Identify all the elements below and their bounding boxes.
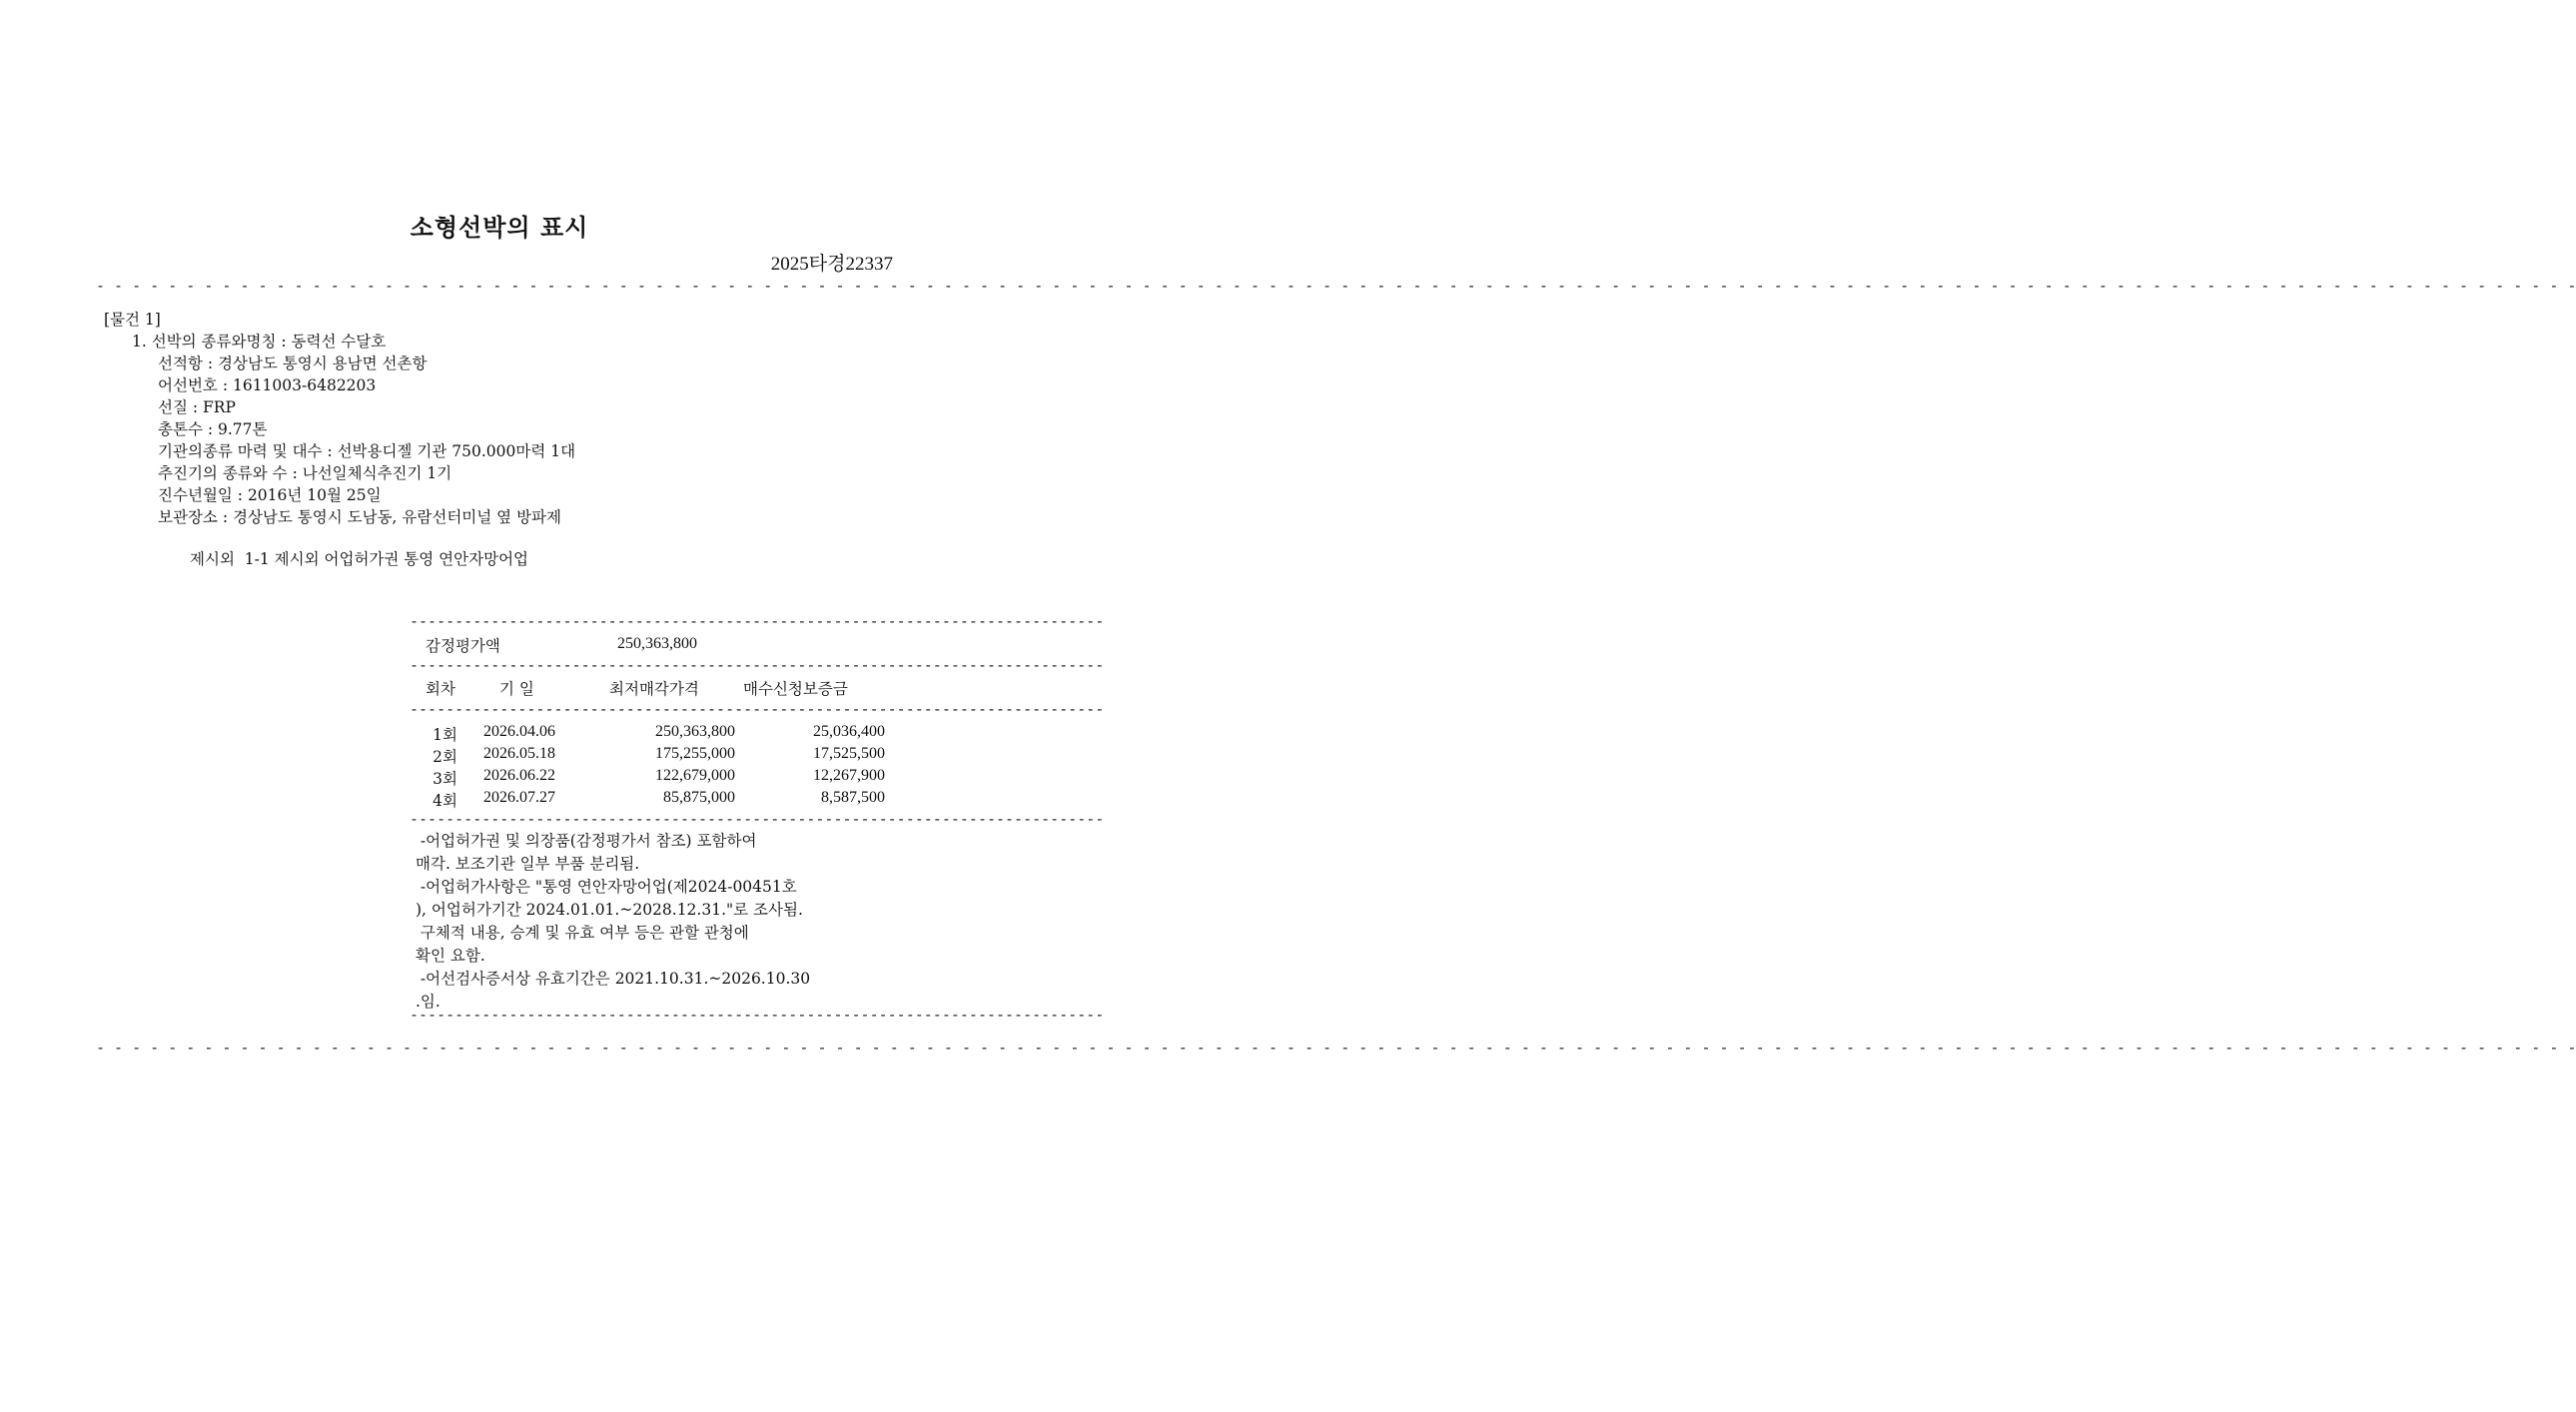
vessel-number: 어선번호 : 1611003-6482203 xyxy=(158,376,377,394)
box-divider-4: ----------------------------------------------------------------------------- xyxy=(410,810,1105,828)
table-row xyxy=(410,789,885,811)
box-divider-1: ----------------------------------------------------------------------------- xyxy=(410,612,1105,630)
note-line: 구체적 내용, 승계 및 유효 여부 등은 관할 관청에 xyxy=(416,924,749,942)
date-cell: 2026.05.18 xyxy=(483,745,555,762)
table-row xyxy=(410,723,885,745)
case-number: 2025타경22337 xyxy=(770,254,893,275)
deposit-cell: 25,036,400 xyxy=(813,723,885,740)
appraisal-label: 감정평가액 xyxy=(426,637,500,655)
box-divider-2: ----------------------------------------------------------------------------- xyxy=(410,656,1105,674)
round-cell: 3회 xyxy=(432,770,457,788)
port-of-registry: 선적항 : 경상남도 통영시 용남면 선촌항 xyxy=(158,354,428,372)
header-round: 회차 xyxy=(426,680,455,698)
propeller-info: 추진기의 종류와 수 : 나선일체식추진기 1기 xyxy=(158,464,452,482)
header-deposit: 매수신청보증금 xyxy=(743,680,848,698)
box-divider-3: ----------------------------------------------------------------------------- xyxy=(410,700,1105,718)
hull-material: 선질 : FRP xyxy=(158,398,236,416)
appraisal-value: 250,363,800 xyxy=(617,635,697,652)
header-min-price: 최저매각가격 xyxy=(609,680,699,698)
round-cell: 1회 xyxy=(432,726,457,744)
gross-tonnage: 총톤수 : 9.77톤 xyxy=(158,420,268,438)
note-line: -어업허가사항은 "통영 연안자망어업(제2024-00451호 xyxy=(416,878,797,896)
item-label: [물건 1] xyxy=(104,311,161,329)
date-cell: 2026.04.06 xyxy=(483,723,555,740)
launch-date: 진수년월일 : 2016년 10월 25일 xyxy=(158,486,382,504)
note-line: 매각. 보조기관 일부 부품 분리됨. xyxy=(416,855,640,873)
note-line: .임. xyxy=(416,993,440,1011)
divider-top: - - - - - - - - - - - - - - - - - - - - - - - - - - - - - - - - - - - - - - - - - - - - - - - - - - - - - - - - - - - - - - - - - - - - - - - - - - - - - - - - - - - - - - - - - - - - - - - - - - - - - - - - - - - - - - - - - - - - - - - - - - - - - - - - - - - - - - - - - - xyxy=(96,277,2576,295)
deposit-cell: 8,587,500 xyxy=(821,789,885,806)
table-row xyxy=(410,745,885,767)
engine-info: 기관의종류 마력 및 대수 : 선박용디젤 기관 750.000마력 1대 xyxy=(158,442,576,460)
vessel-type-name: 1. 선박의 종류와명칭 : 동력선 수달호 xyxy=(132,333,387,351)
storage-location: 보관장소 : 경상남도 통영시 도남동, 유람선터미널 옆 방파제 xyxy=(158,508,561,526)
divider-bottom: - - - - - - - - - - - - - - - - - - - - - - - - - - - - - - - - - - - - - - - - - - - - - - - - - - - - - - - - - - - - - - - - - - - - - - - - - - - - - - - - - - - - - - - - - - - - - - - - - - - - - - - - - - - - - - - - - - - - - - - - - - - - - - - - - - - - - - - - - - xyxy=(96,1039,2576,1057)
date-cell: 2026.06.22 xyxy=(483,767,555,784)
round-cell: 2회 xyxy=(432,748,457,766)
exclusion-item: 제시외 1-1 제시외 어업허가권 통영 연안자망어업 xyxy=(190,550,529,568)
deposit-cell: 17,525,500 xyxy=(813,745,885,762)
min-price-cell: 85,875,000 xyxy=(663,789,735,806)
page-title: 소형선박의 표시 xyxy=(410,214,589,242)
box-divider-5: ----------------------------------------------------------------------------- xyxy=(410,1006,1105,1024)
min-price-cell: 175,255,000 xyxy=(655,745,735,762)
date-cell: 2026.07.27 xyxy=(483,789,555,806)
note-line: -어업허가권 및 의장품(감정평가서 참조) 포함하여 xyxy=(416,832,757,850)
deposit-cell: 12,267,900 xyxy=(813,767,885,784)
note-line: 확인 요함. xyxy=(416,947,485,965)
note-line: -어선검사증서상 유효기간은 2021.10.31.~2026.10.30 xyxy=(416,970,811,988)
min-price-cell: 250,363,800 xyxy=(655,723,735,740)
round-cell: 4회 xyxy=(432,792,457,810)
min-price-cell: 122,679,000 xyxy=(655,767,735,784)
note-line: ), 어업허가기간 2024.01.01.~2028.12.31."로 조사됨. xyxy=(416,901,803,919)
table-row xyxy=(410,767,885,789)
header-date: 기 일 xyxy=(499,680,534,698)
